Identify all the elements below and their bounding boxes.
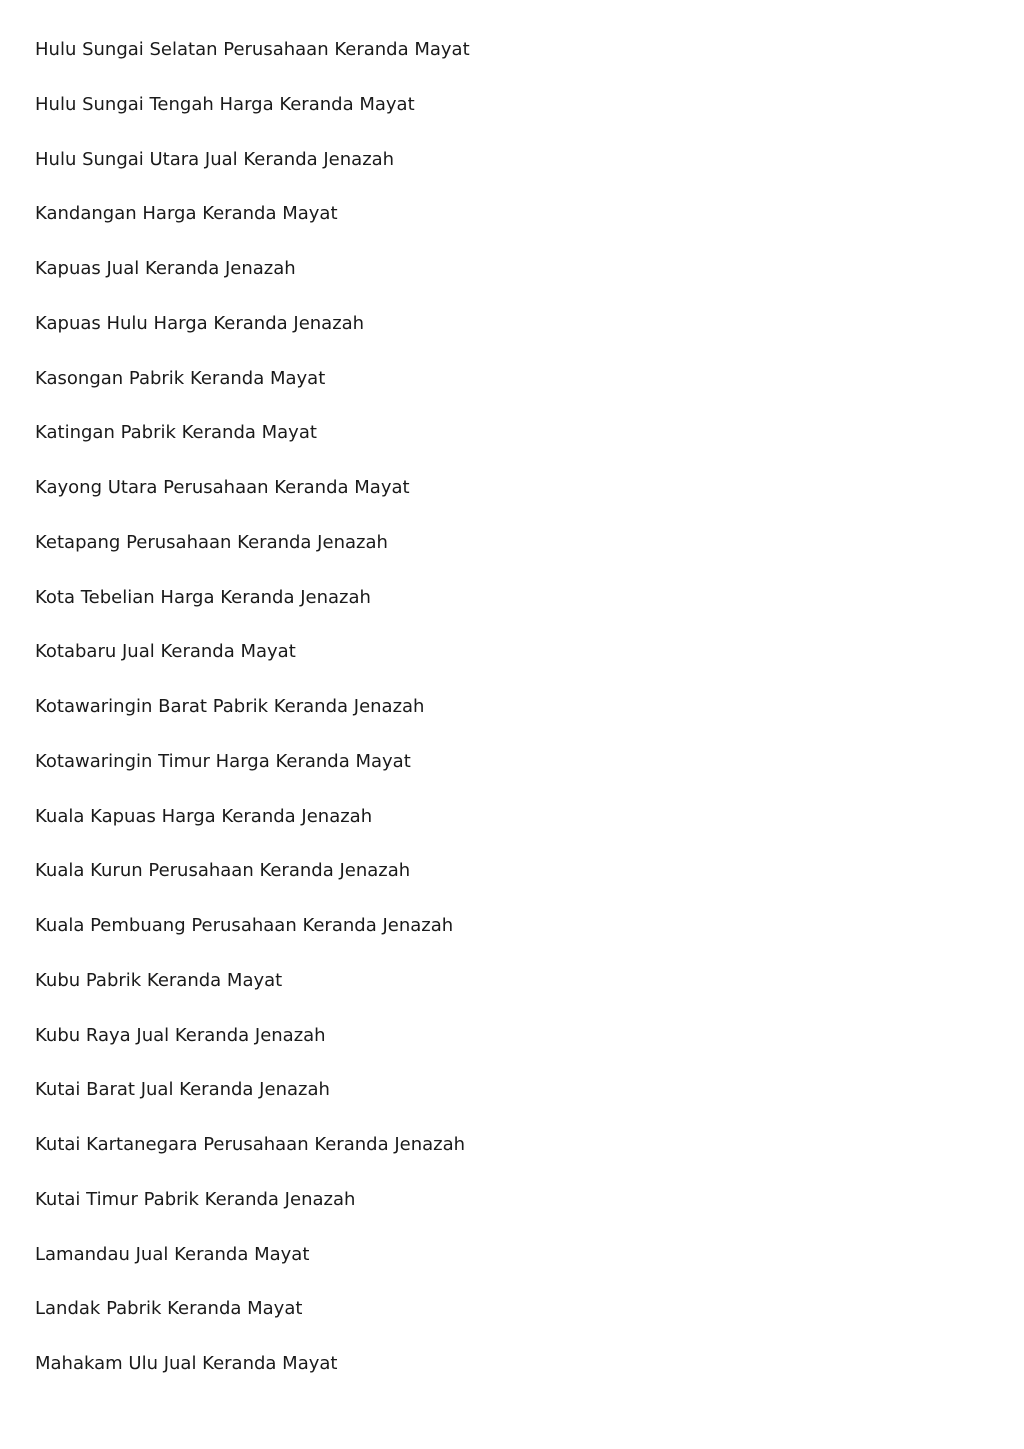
keyword-list [35,37,470,1406]
list-item: Kandangan Harga Keranda Mayat [35,203,338,225]
list-item: Katingan Pabrik Keranda Mayat [35,422,317,444]
list-item: Kotabaru Jual Keranda Mayat [35,641,296,663]
list-item: Landak Pabrik Keranda Mayat [35,1298,303,1320]
list-item: Kuala Kapuas Harga Keranda Jenazah [35,805,373,827]
list-item: Mahakam Ulu Jual Keranda Mayat [35,1353,338,1374]
list-item: Kotawaringin Timur Harga Keranda Mayat [35,750,411,772]
list-item: Kotawaringin Barat Pabrik Keranda Jenazah [35,696,425,717]
list-item: Kayong Utara Perusahaan Keranda Mayat [35,477,410,498]
list-item: Kutai Barat Jual Keranda Jenazah [35,1079,330,1101]
list-item: Ketapang Perusahaan Keranda Jenazah [35,531,388,553]
list-item: Kutai Kartanegara Perusahaan Keranda Jenazah [35,1134,466,1155]
list-item: Hulu Sungai Selatan Perusahaan Keranda Mayat [35,39,470,60]
list-item: Lamandau Jual Keranda Mayat [35,1243,310,1265]
list-item: Hulu Sungai Utara Jual Keranda Jenazah [35,148,395,170]
list-item: Kuala Kurun Perusahaan Keranda Jenazah [35,860,411,882]
list-item: Hulu Sungai Tengah Harga Keranda Mayat [35,93,415,115]
list-item: Kasongan Pabrik Keranda Mayat [35,367,326,389]
list-item: Kutai Timur Pabrik Keranda Jenazah [35,1188,356,1210]
list-item: Kubu Pabrik Keranda Mayat [35,969,283,991]
list-item: Kapuas Jual Keranda Jenazah [35,258,296,279]
list-item: Kapuas Hulu Harga Keranda Jenazah [35,312,365,334]
list-item: Kuala Pembuang Perusahaan Keranda Jenazah [35,915,454,936]
list-item: Kubu Raya Jual Keranda Jenazah [35,1024,326,1046]
list-item: Kota Tebelian Harga Keranda Jenazah [35,586,371,608]
